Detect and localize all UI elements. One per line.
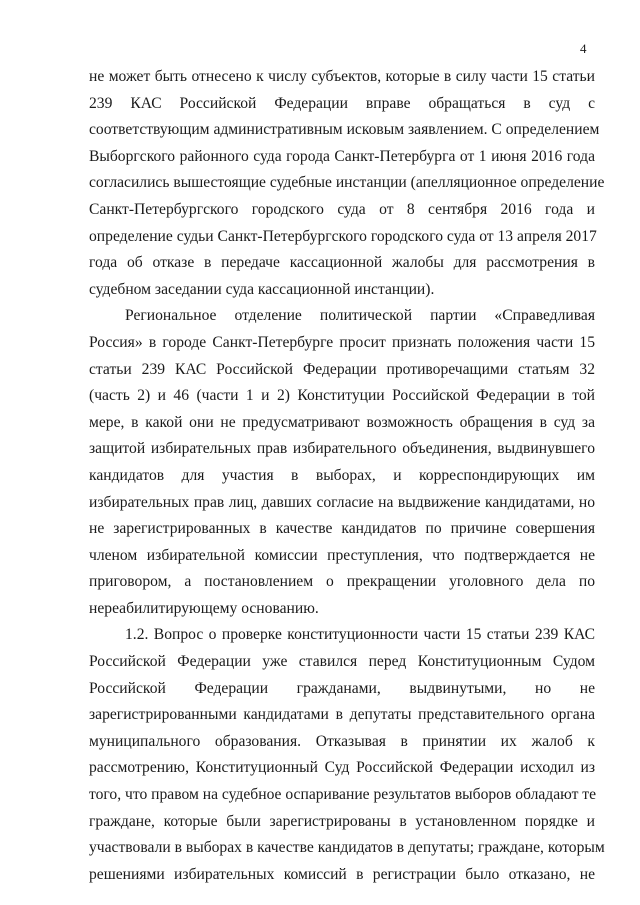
text-line: Выборгского районного суда города Санкт-Петербурга от 1 июня 2016 года: [89, 147, 595, 165]
text-line: нереабилитирующему основанию.: [89, 599, 319, 617]
text-line: Россия» в городе Санкт-Петербурге просит признать положения части 15: [89, 333, 595, 351]
text-line: избирательных прав лиц, давших согласие на выдвижение кандидатами, но: [89, 493, 595, 511]
text-line: 239 КАС Российской Федерации вправе обращаться в суд с: [89, 94, 595, 112]
text-line: решениями избирательных комиссий в регистрации было отказано, не: [89, 865, 595, 883]
text-line: зарегистрированными кандидатами в депутаты представительного органа: [89, 706, 595, 724]
text-line: Российской Федерации гражданами, выдвинутыми, но не: [89, 679, 595, 697]
text-line: участвовали в выборах в качестве кандидатов в депутаты; граждане, которым: [89, 839, 605, 857]
text-line: соответствующим административным исковым заявлением. С определением: [89, 121, 600, 139]
text-line: (часть 2) и 46 (части 1 и 2) Конституции Российской Федерации в той: [89, 387, 595, 405]
text-line: статьи 239 КАС Российской Федерации противоречащими статьям 32: [89, 360, 595, 378]
text-line: не может быть отнесено к числу субъектов, которые в силу части 15 статьи: [89, 68, 595, 85]
text-line: муниципального образования. Отказывая в принятии их жалоб к: [89, 732, 595, 750]
page-number: 4: [580, 41, 587, 56]
text-line: граждане, которые были зарегистрированы в установленном порядке и: [89, 812, 595, 830]
text-line: не зарегистрированных в качестве кандидатов по причине совершения: [89, 520, 595, 538]
text-line: Российской Федерации уже ставился перед Конституционным Судом: [89, 653, 595, 671]
text-line: защитой избирательных прав избирательного объединения, выдвинувшего: [89, 440, 595, 458]
text-line: согласились вышестоящие судебные инстанции (апелляционное определение: [89, 174, 605, 192]
text-line: судебном заседании суда кассационной инстанции).: [89, 280, 435, 298]
text-line: Региональное отделение политической партии «Справедливая: [125, 307, 595, 325]
text-line: кандидатов для участия в выборах, и корреспондирующих им: [89, 466, 595, 484]
text-line: рассмотрению, Конституционный Суд Российской Федерации исходил из: [89, 759, 595, 777]
text-line: того, что правом на судебное оспаривание результатов выборов обладают те: [89, 786, 597, 804]
text-line: Санкт-Петербургского городского суда от 8 сентября 2016 года и: [89, 200, 595, 218]
text-line: членом избирательной комиссии преступления, что подтверждается не: [89, 546, 595, 564]
text-line: 1.2. Вопрос о проверке конституционности части 15 статьи 239 КАС: [125, 626, 595, 644]
text-line: определение судьи Санкт-Петербургского городского суда от 13 апреля 2017: [89, 227, 597, 245]
document-body: [89, 64, 605, 888]
text-line: года об отказе в передаче кассационной жалобы для рассмотрения в: [89, 254, 595, 272]
text-line: мере, в какой они не предусматривают возможность обращения в суд за: [89, 413, 595, 431]
text-line: приговором, а постановлением о прекращении уголовного дела по: [89, 573, 595, 591]
